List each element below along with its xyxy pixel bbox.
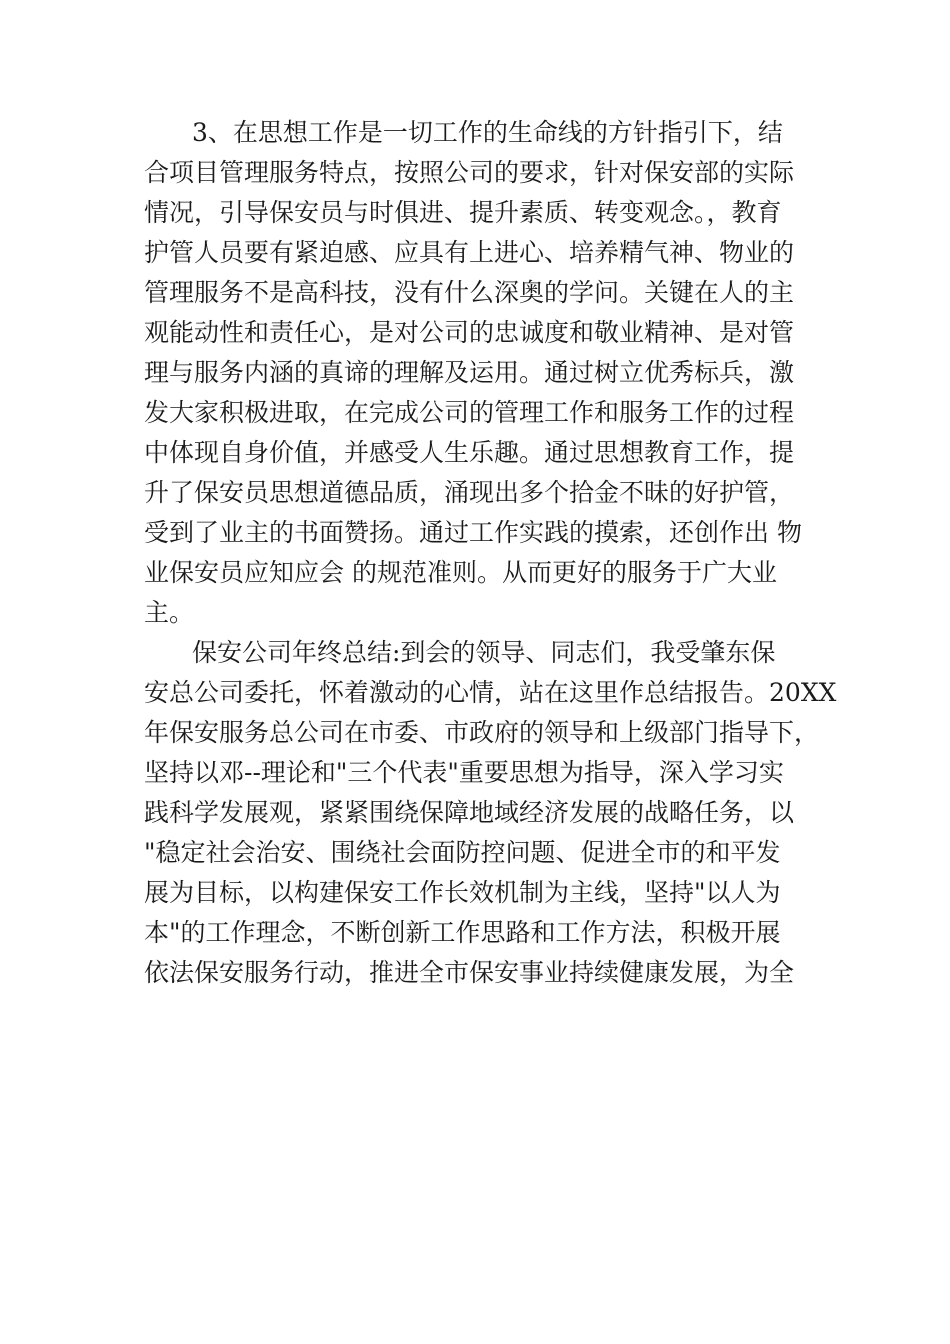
- paragraph-2-line: 展为目标，以构建保安工作长效机制为主线，坚持"以人为: [144, 878, 781, 907]
- paragraph-1-line: 管理服务不是高科技，没有什么深奥的学问。关键在人的主: [144, 278, 795, 307]
- paragraph-1-line: 护管人员要有紧迫感、应具有上进心、培养精气神、物业的: [144, 238, 795, 267]
- paragraph-1-line: 合项目管理服务特点，按照公司的要求，针对保安部的实际: [144, 158, 795, 187]
- paragraph-2-line: 依法保安服务行动，推进全市保安事业持续健康发展，为全: [144, 958, 795, 987]
- paragraph-2-line: 践科学发展观，紧紧围绕保障地域经济发展的战略任务，以: [144, 798, 795, 827]
- paragraph-1-line: 升了保安员思想道德品质，涌现出多个拾金不昧的好护管，: [144, 478, 795, 507]
- paragraph-2-line: 保安公司年终总结:到会的领导、同志们，我受肇东保: [192, 638, 776, 667]
- document-body: [144, 113, 844, 993]
- paragraph-2-line: 本"的工作理念，不断创新工作思路和工作方法，积极开展: [144, 918, 781, 947]
- paragraph-1-line: 受到了业主的书面赞扬。通过工作实践的摸索，还创作出 物: [144, 518, 802, 547]
- paragraph-2-line: 坚持以邓--理论和"三个代表"重要思想为指导，深入学习实: [144, 758, 784, 787]
- paragraph-1-line: 业保安员应知应会 的规范准则。从而更好的服务于广大业: [144, 558, 777, 587]
- paragraph-1-line: 理与服务内涵的真谛的理解及运用。通过树立优秀标兵，激: [144, 358, 795, 387]
- paragraph-1-line: 主。: [144, 598, 195, 627]
- paragraph-2-line: 安总公司委托，怀着激动的心情，站在这里作总结报告。20XX: [144, 678, 837, 707]
- paragraph-1-line: 观能动性和责任心，是对公司的忠诚度和敬业精神、是对管: [144, 318, 795, 347]
- paragraph-1-line: 中体现自身价值，并感受人生乐趣。通过思想教育工作，提: [144, 438, 795, 467]
- paragraph-2-line: 年保安服务总公司在市委、市政府的领导和上级部门指导下，: [144, 718, 820, 747]
- paragraph-1-line: 情况，引导保安员与时俱进、提升素质、转变观念。，教育: [144, 198, 782, 227]
- paragraph-1-line: 3、在思想工作是一切工作的生命线的方针指引下，结: [192, 118, 783, 147]
- paragraph-1-line: 发大家积极进取，在完成公司的管理工作和服务工作的过程: [144, 398, 795, 427]
- paragraph-2-line: "稳定社会治安、围绕社会面防控问题、促进全市的和平发: [144, 838, 781, 867]
